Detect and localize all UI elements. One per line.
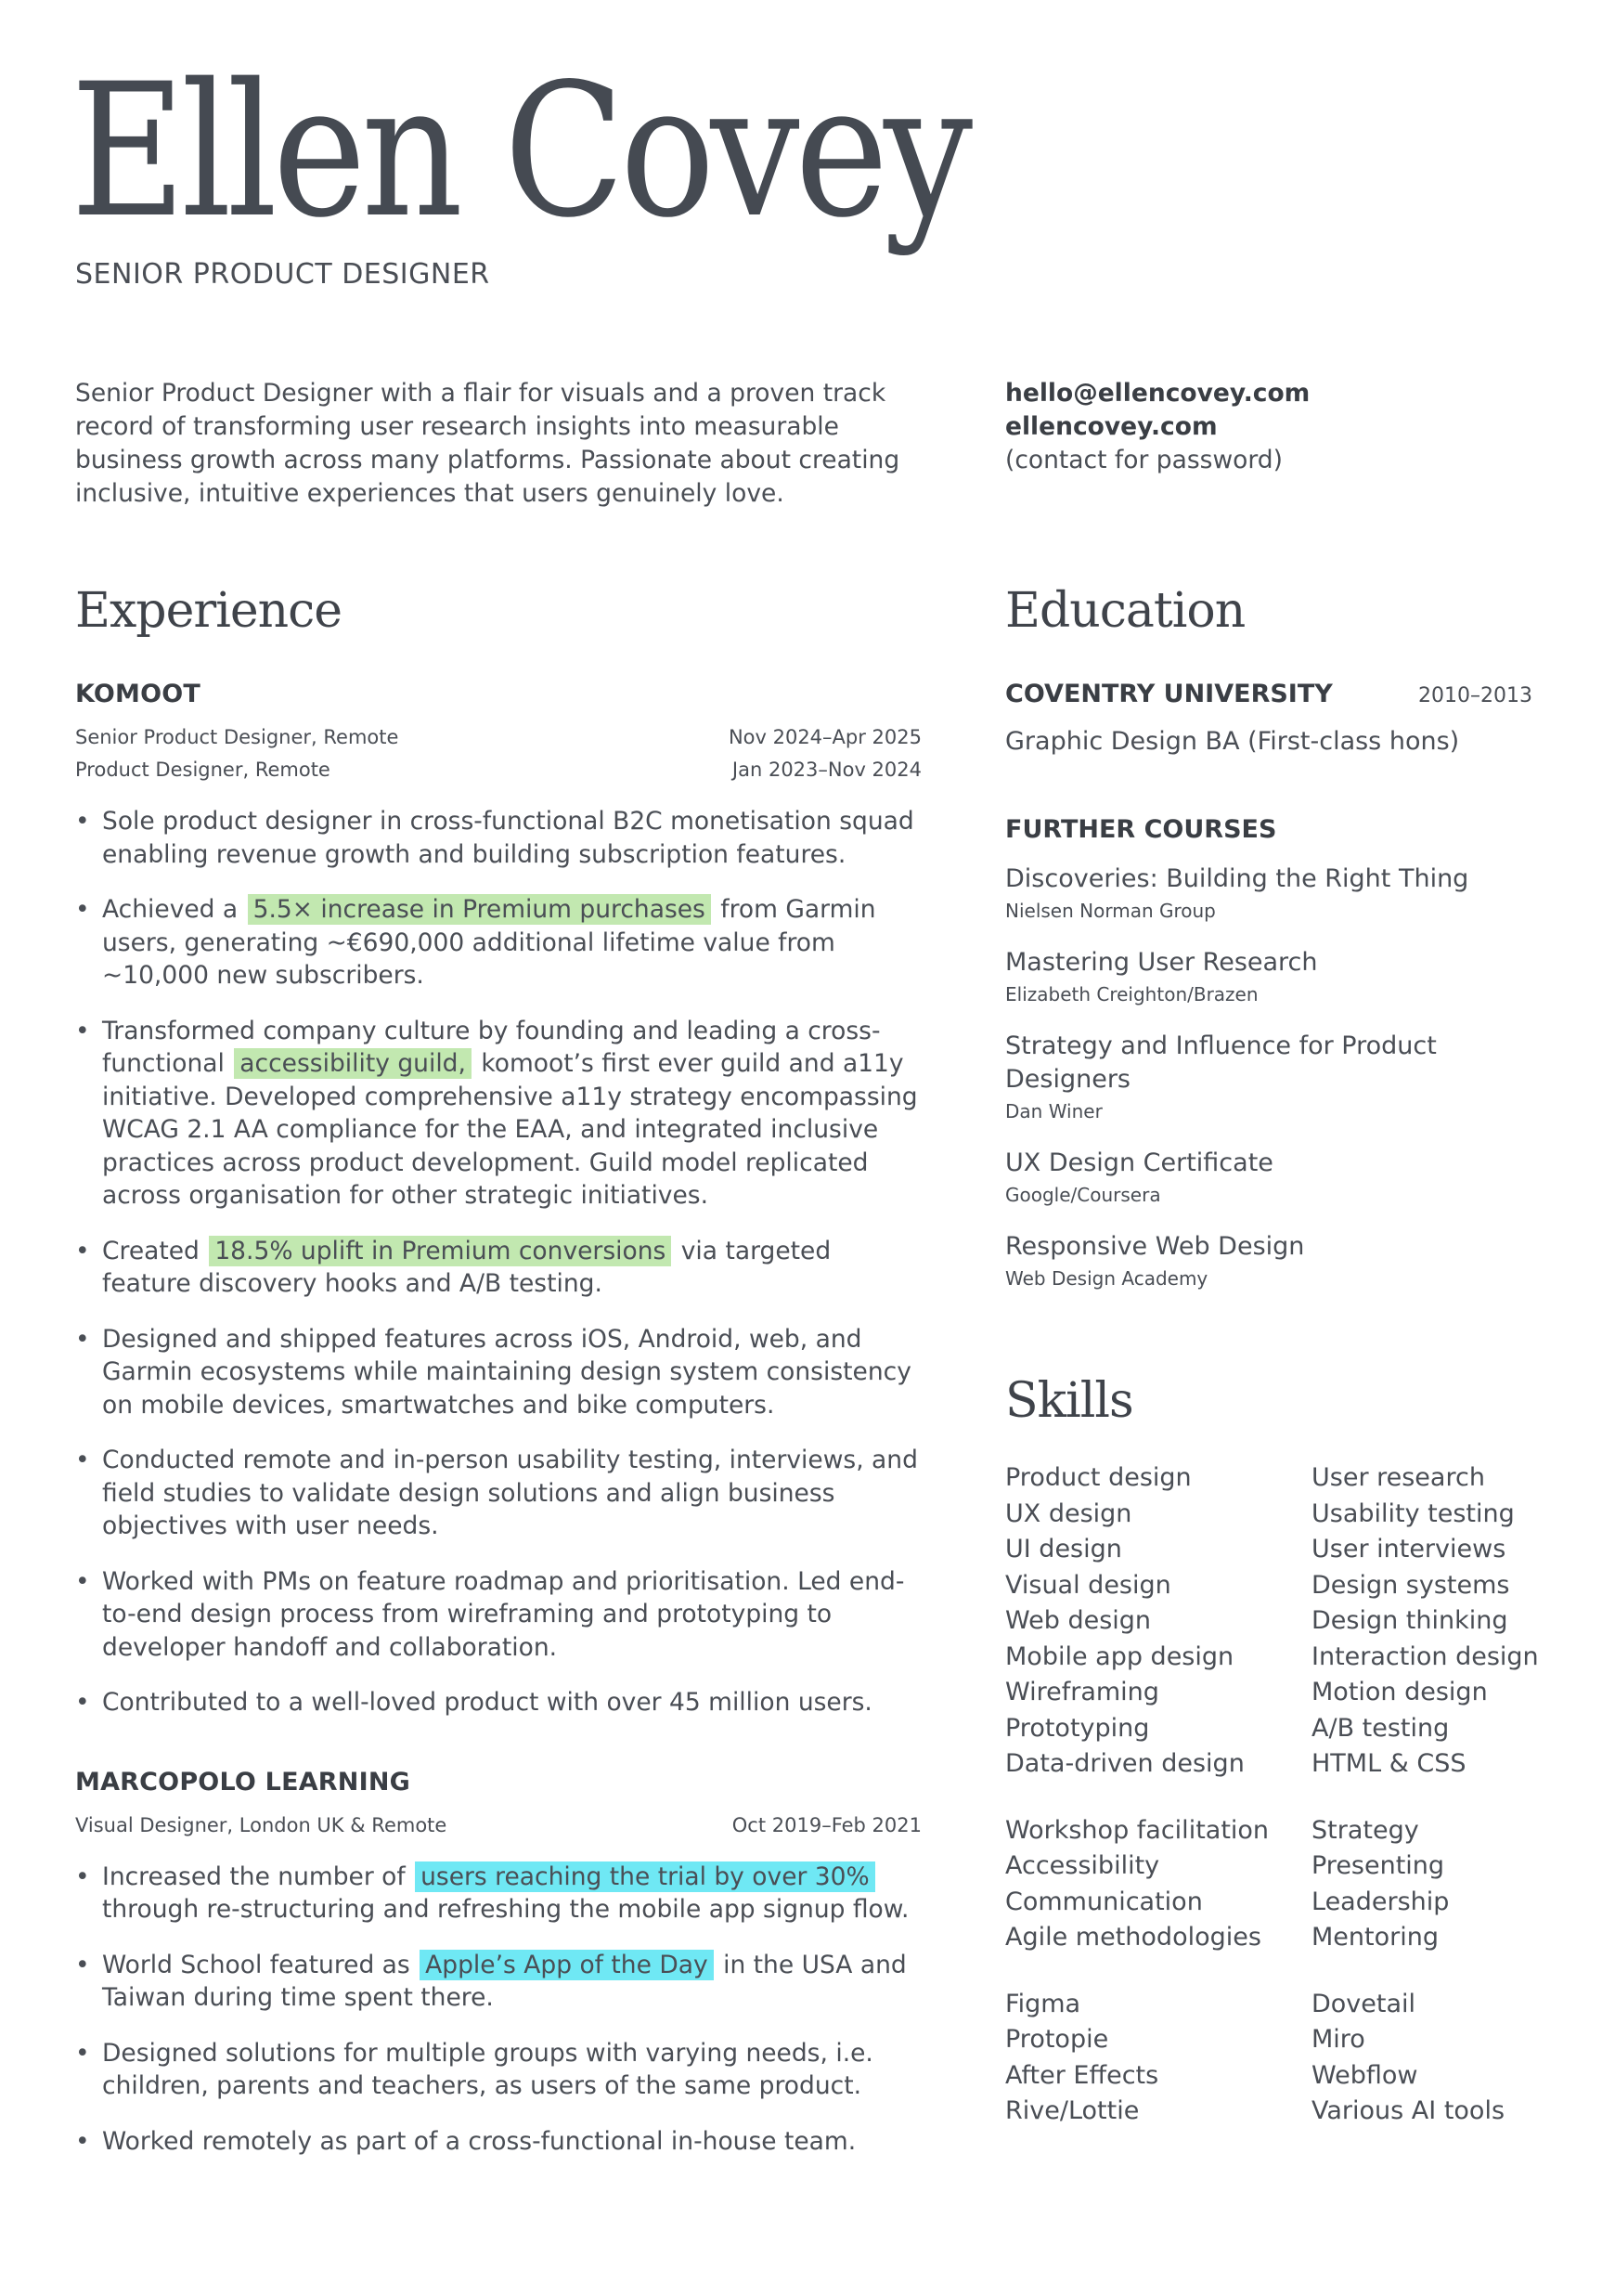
highlighted-metric: Apple’s App of the Day (420, 1950, 714, 1980)
course-item (1005, 1030, 1544, 1124)
achievement-text: komoot’s first ever guild and a11y initiative. Developed comprehensive a11y strategy encompassing WCAG 2.1 AA compliance for the EAA, and integrated inclusive practices across product development. Guild model replicated across organisation for other strategic initiatives. (102, 1049, 918, 1210)
achievement-text: Worked remotely as part of a cross-functional in-house team. (102, 2126, 857, 2156)
achievement-item (75, 2125, 922, 2159)
degree: Graphic Design BA (First-class hons) (1005, 727, 1460, 756)
password-note: (contact for password) (1005, 446, 1283, 474)
achievement-text: Transformed company culture by founding and leading a cross-functional (102, 1016, 881, 1078)
education-entry (1005, 680, 1532, 708)
skill-item: Web design (1005, 1606, 1152, 1635)
role-row (75, 1810, 922, 1842)
skills-group (1005, 1987, 1544, 2130)
achievement-item (75, 1565, 922, 1665)
achievement-list (75, 805, 922, 1719)
skill-item: Visual design (1005, 1570, 1171, 1600)
skill-item: A/B testing (1311, 1713, 1450, 1743)
company-block (75, 680, 922, 1719)
course-provider: Elizabeth Creighton/Brazen (1005, 983, 1259, 1005)
role-row (75, 754, 922, 786)
skill-item: Wireframing (1005, 1678, 1159, 1706)
skill-item: Interaction design (1311, 1641, 1539, 1671)
achievement-text: Conducted remote and in-person usability testing, interviews, and field studies to validate design solutions and align business objectives with user needs. (102, 1446, 918, 1540)
skill-item: After Effects (1005, 2060, 1159, 2090)
course-title: Discoveries: Building the Right Thing (1005, 864, 1469, 893)
skill-item: UX design (1005, 1498, 1132, 1528)
role-dates: Nov 2024–Apr 2025 (728, 726, 922, 748)
achievement-text: Designed solutions for multiple groups with varying needs, i.e. children, parents and teachers, as users of the same product. (102, 2038, 873, 2100)
skills-group (1005, 1460, 1544, 1783)
achievement-item (75, 1686, 922, 1719)
skill-item: Webflow (1311, 2060, 1418, 2090)
role-title: Visual Designer, London UK & Remote (75, 1813, 447, 1836)
skills-heading: Skills (1005, 1373, 1133, 1429)
role-title: Product Designer, Remote (75, 759, 330, 781)
skill-item: Figma (1005, 1989, 1081, 2018)
course-title: Mastering User Research (1005, 948, 1318, 977)
skill-item: Rive/Lottie (1005, 2096, 1140, 2125)
achievement-item (75, 1235, 922, 1301)
course-item (1005, 1230, 1544, 1291)
skill-item: Leadership (1311, 1887, 1450, 1916)
highlighted-metric: users reaching the trial by over 30% (415, 1861, 875, 1892)
companies-list (75, 680, 922, 2158)
course-provider: Nielsen Norman Group (1005, 900, 1216, 922)
achievement-text: Worked with PMs on feature roadmap and prioritisation. Led end-to-end design process from wireframing and prototyping to developer handoff and collaboration. (102, 1566, 905, 1662)
education-heading: Education (1005, 583, 1246, 639)
role-row (75, 721, 922, 754)
role-dates: Jan 2023–Nov 2024 (731, 759, 922, 781)
company-block (75, 1768, 922, 2159)
achievement-text: Created (102, 1236, 208, 1265)
achievement-text: in the USA and Taiwan during time spent there. (102, 1950, 907, 2012)
candidate-name: Ellen Covey (71, 44, 969, 258)
courses-list (1005, 863, 1544, 1291)
job-title: SENIOR PRODUCT DESIGNER (75, 258, 490, 291)
skill-item: Mobile app design (1005, 1641, 1234, 1671)
achievement-item (75, 1015, 922, 1213)
skill-item: Design thinking (1311, 1606, 1508, 1635)
skill-item: UI design (1005, 1535, 1122, 1563)
skill-item: Workshop facilitation (1005, 1815, 1270, 1845)
skill-item: Dovetail (1311, 1989, 1416, 2018)
skill-item: Agile methodologies (1005, 1923, 1261, 1952)
contact-block (1005, 377, 1310, 477)
achievement-text: World School featured as (102, 1950, 419, 1979)
university-name: COVENTRY UNIVERSITY (1005, 680, 1333, 708)
experience-heading: Experience (75, 583, 342, 639)
achievement-text: through re-structuring and refreshing the mobile app signup flow. (102, 1895, 910, 1924)
course-provider: Dan Winer (1005, 1100, 1103, 1122)
course-title: Strategy and Influence for Product Designers (1005, 1031, 1437, 1094)
achievement-item (75, 1861, 922, 1926)
skill-item: Prototyping (1005, 1713, 1150, 1743)
role-dates: Oct 2019–Feb 2021 (731, 1813, 922, 1836)
skill-item: Miro (1311, 2025, 1365, 2054)
skills-group (1005, 1813, 1544, 1956)
skill-item: Product design (1005, 1463, 1192, 1492)
achievement-text: Sole product designer in cross-functional B2C monetisation squad enabling revenue growth and building subscription features. (102, 807, 914, 869)
skill-item: Communication (1005, 1887, 1203, 1916)
further-courses-heading: FURTHER COURSES (1005, 815, 1277, 844)
course-item (1005, 863, 1544, 924)
skill-item: Mentoring (1311, 1923, 1439, 1952)
achievement-item (75, 1323, 922, 1422)
skill-item: User interviews (1311, 1535, 1506, 1563)
sidebar-column (1005, 576, 1544, 2160)
skills-list (1005, 1460, 1544, 2130)
course-title: Responsive Web Design (1005, 1232, 1305, 1261)
email-link[interactable]: hello@ellencovey.com (1005, 379, 1311, 408)
skill-item: Strategy (1311, 1815, 1419, 1845)
achievement-text: Designed and shipped features across iOS, Android, web, and Garmin ecosystems while maintaining design system consistency on mobile devices, smartwatches and bike computers. (102, 1324, 911, 1420)
skill-item: Protopie (1005, 2025, 1109, 2054)
achievement-list (75, 1861, 922, 2159)
course-item (1005, 1147, 1544, 1208)
highlighted-metric: accessibility guild, (234, 1048, 472, 1079)
achievement-text: Achieved a (102, 895, 246, 924)
skill-item: Design systems (1311, 1570, 1510, 1600)
course-provider: Google/Coursera (1005, 1184, 1161, 1206)
achievement-item (75, 2037, 922, 2103)
skill-item: User research (1311, 1463, 1485, 1492)
skill-item: Presenting (1311, 1851, 1445, 1880)
highlighted-metric: 5.5× increase in Premium purchases (248, 894, 711, 925)
achievement-item (75, 805, 922, 871)
highlighted-metric: 18.5% uplift in Premium conversions (209, 1236, 671, 1266)
company-name: MARCOPOLO LEARNING (75, 1767, 410, 1797)
achievement-text: from Garmin users, generating ~€690,000 additional lifetime value from ~10,000 new subscribers. (102, 895, 876, 990)
course-item (1005, 946, 1544, 1007)
experience-column (75, 576, 922, 2206)
skill-item: HTML & CSS (1311, 1749, 1466, 1778)
skill-item: Data-driven design (1005, 1749, 1245, 1778)
website-link[interactable]: ellencovey.com (1005, 412, 1218, 441)
summary: Senior Product Designer with a flair for visuals and a proven track record of transforming user research insights into measurable business growth across many platforms. Passionate about creating inclusive, intuitive experiences that users genuinely love. (75, 379, 900, 508)
achievement-item (75, 1444, 922, 1543)
course-provider: Web Design Academy (1005, 1267, 1208, 1290)
achievement-text: Increased the number of (102, 1861, 414, 1891)
achievement-item (75, 1949, 922, 2015)
achievement-text: via targeted feature discovery hooks and A/B testing. (102, 1236, 832, 1298)
role-title: Senior Product Designer, Remote (75, 726, 399, 748)
company-name: KOMOOT (75, 680, 201, 708)
skill-item: Accessibility (1005, 1851, 1160, 1880)
skill-item: Motion design (1311, 1678, 1488, 1706)
education-years: 2010–2013 (1418, 684, 1532, 707)
course-title: UX Design Certificate (1005, 1148, 1273, 1177)
skill-item: Usability testing (1311, 1498, 1515, 1528)
skill-item: Various AI tools (1311, 2096, 1505, 2125)
achievement-item (75, 893, 922, 992)
achievement-text: Contributed to a well-loved product with over 45 million users. (102, 1688, 872, 1717)
